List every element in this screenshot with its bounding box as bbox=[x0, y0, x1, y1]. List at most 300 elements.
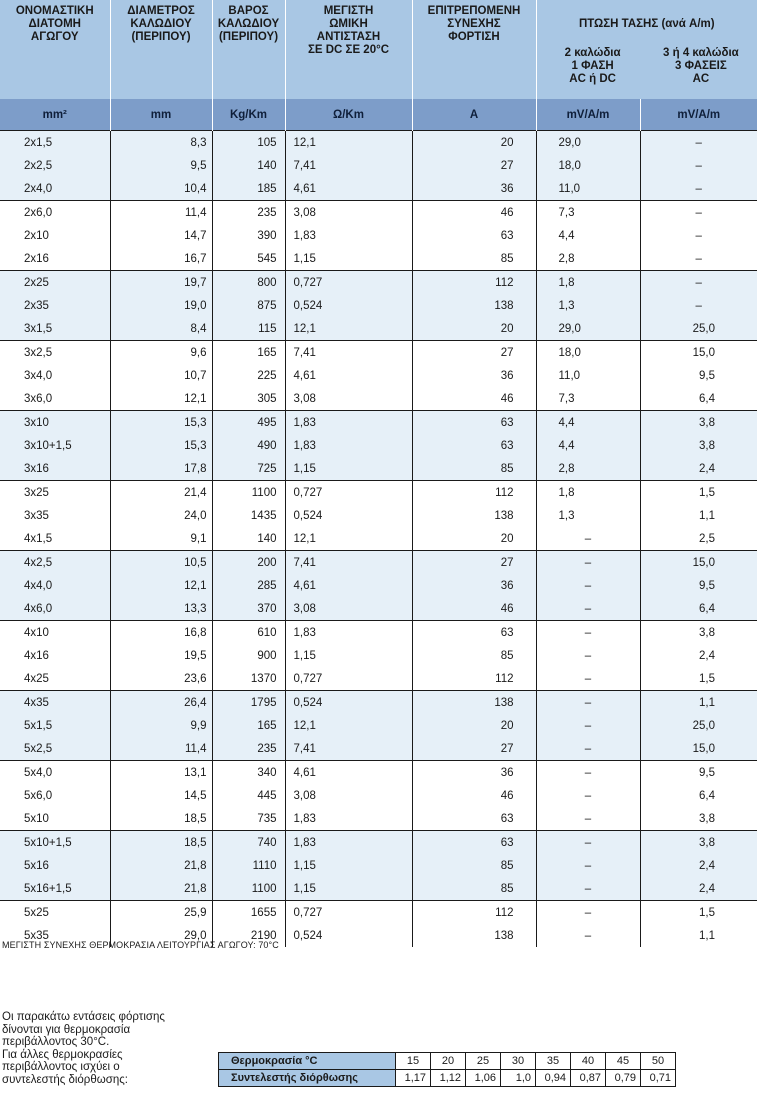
weight-cell: 1370 bbox=[212, 667, 285, 691]
current-cell: 63 bbox=[412, 434, 536, 457]
diameter-cell: 12,1 bbox=[110, 574, 212, 597]
temperature-row bbox=[219, 1053, 676, 1070]
drop-single-phase-cell: 7,3 bbox=[536, 387, 640, 411]
resistance-cell: 12,1 bbox=[285, 131, 412, 155]
cross-section-cell: 2x25 bbox=[0, 271, 110, 295]
diameter-cell: 19,7 bbox=[110, 271, 212, 295]
current-cell: 27 bbox=[412, 551, 536, 575]
diameter-cell: 14,5 bbox=[110, 784, 212, 807]
diameter-cell: 9,1 bbox=[110, 527, 212, 551]
resistance-cell: 0,524 bbox=[285, 294, 412, 317]
cross-section-cell: 3x2,5 bbox=[0, 341, 110, 365]
diameter-cell: 10,5 bbox=[110, 551, 212, 575]
weight-cell: 185 bbox=[212, 177, 285, 201]
resistance-cell: 3,08 bbox=[285, 597, 412, 621]
table-row bbox=[0, 644, 757, 667]
cross-section-cell: 4x1,5 bbox=[0, 527, 110, 551]
drop-three-phase-cell: 9,5 bbox=[640, 761, 757, 785]
diameter-cell: 13,1 bbox=[110, 761, 212, 785]
resistance-cell: 7,41 bbox=[285, 154, 412, 177]
drop-three-phase-cell: 3,8 bbox=[640, 434, 757, 457]
current-cell: 20 bbox=[412, 714, 536, 737]
diameter-cell: 14,7 bbox=[110, 224, 212, 247]
temperature-cell: 40 bbox=[571, 1053, 606, 1070]
weight-cell: 370 bbox=[212, 597, 285, 621]
weight-cell: 800 bbox=[212, 271, 285, 295]
current-cell: 138 bbox=[412, 294, 536, 317]
factor-cell: 0,87 bbox=[571, 1070, 606, 1087]
factor-cell: 0,79 bbox=[606, 1070, 641, 1087]
diameter-cell: 10,7 bbox=[110, 364, 212, 387]
correction-intro-text bbox=[2, 1011, 202, 1086]
current-cell: 63 bbox=[412, 807, 536, 831]
table-row bbox=[0, 224, 757, 247]
intro-line: Οι παρακάτω εντάσεις φόρτισης bbox=[2, 1011, 165, 1023]
table-row bbox=[0, 877, 757, 901]
current-cell: 46 bbox=[412, 784, 536, 807]
table-row bbox=[0, 831, 757, 855]
cross-section-cell: 5x4,0 bbox=[0, 761, 110, 785]
temperature-cell: 30 bbox=[501, 1053, 536, 1070]
current-cell: 46 bbox=[412, 597, 536, 621]
weight-cell: 340 bbox=[212, 761, 285, 785]
correction-factor-table bbox=[218, 1052, 676, 1087]
diameter-cell: 25,9 bbox=[110, 901, 212, 925]
header-weight: ΒΑΡΟΣ ΚΑΛΩΔΙΟΥ (ΠΕΡΙΠΟΥ) bbox=[212, 0, 285, 99]
resistance-cell: 1,83 bbox=[285, 224, 412, 247]
current-cell: 63 bbox=[412, 411, 536, 435]
weight-cell: 495 bbox=[212, 411, 285, 435]
drop-three-phase-cell: – bbox=[640, 201, 757, 225]
resistance-cell: 0,727 bbox=[285, 271, 412, 295]
diameter-cell: 10,4 bbox=[110, 177, 212, 201]
diameter-cell: 9,5 bbox=[110, 154, 212, 177]
resistance-cell: 0,524 bbox=[285, 691, 412, 715]
drop-three-phase-cell: 6,4 bbox=[640, 597, 757, 621]
diameter-cell: 24,0 bbox=[110, 504, 212, 527]
drop-single-phase-cell: 1,8 bbox=[536, 481, 640, 505]
intro-line: περιβάλλοντος 30°C. bbox=[2, 1036, 110, 1048]
drop-single-phase-cell: – bbox=[536, 714, 640, 737]
drop-three-phase-cell: 1,5 bbox=[640, 481, 757, 505]
resistance-cell: 3,08 bbox=[285, 784, 412, 807]
temperature-cell: 25 bbox=[466, 1053, 501, 1070]
cross-section-cell: 4x4,0 bbox=[0, 574, 110, 597]
current-cell: 138 bbox=[412, 924, 536, 947]
table-row bbox=[0, 714, 757, 737]
table-row bbox=[0, 691, 757, 715]
unit-cell: mm bbox=[110, 99, 212, 131]
units-row bbox=[0, 99, 757, 131]
cross-section-cell: 5x35 bbox=[0, 924, 110, 947]
table-row bbox=[0, 387, 757, 411]
current-cell: 27 bbox=[412, 154, 536, 177]
weight-cell: 445 bbox=[212, 784, 285, 807]
cross-section-cell: 3x10+1,5 bbox=[0, 434, 110, 457]
current-cell: 36 bbox=[412, 761, 536, 785]
cross-section-cell: 3x16 bbox=[0, 457, 110, 481]
drop-single-phase-cell: – bbox=[536, 527, 640, 551]
drop-three-phase-cell: 3,8 bbox=[640, 411, 757, 435]
header-cross-section: ΟΝΟΜΑΣΤΙΚΗ ΔΙΑΤΟΜΗ ΑΓΩΓΟΥ bbox=[0, 0, 110, 99]
diameter-cell: 13,3 bbox=[110, 597, 212, 621]
cross-section-cell: 4x2,5 bbox=[0, 551, 110, 575]
unit-cell: A bbox=[412, 99, 536, 131]
diameter-cell: 18,5 bbox=[110, 807, 212, 831]
resistance-cell: 7,41 bbox=[285, 737, 412, 761]
weight-cell: 235 bbox=[212, 201, 285, 225]
factor-row bbox=[219, 1070, 676, 1087]
drop-single-phase-cell: 11,0 bbox=[536, 177, 640, 201]
drop-single-phase-cell: 2,8 bbox=[536, 247, 640, 271]
weight-cell: 225 bbox=[212, 364, 285, 387]
drop-single-phase-cell: 1,3 bbox=[536, 294, 640, 317]
drop-three-phase-cell: 6,4 bbox=[640, 387, 757, 411]
weight-cell: 610 bbox=[212, 621, 285, 645]
resistance-cell: 1,15 bbox=[285, 854, 412, 877]
current-cell: 20 bbox=[412, 131, 536, 155]
cross-section-cell: 2x2,5 bbox=[0, 154, 110, 177]
diameter-cell: 9,6 bbox=[110, 341, 212, 365]
diameter-cell: 9,9 bbox=[110, 714, 212, 737]
cross-section-cell: 2x16 bbox=[0, 247, 110, 271]
resistance-cell: 12,1 bbox=[285, 714, 412, 737]
current-cell: 20 bbox=[412, 317, 536, 341]
weight-cell: 1100 bbox=[212, 481, 285, 505]
drop-single-phase-cell: – bbox=[536, 784, 640, 807]
drop-three-phase-cell: – bbox=[640, 294, 757, 317]
voltage-drop-three-phase: 3 ή 4 καλώδια 3 ΦΑΣΕΙΣ AC bbox=[663, 47, 739, 85]
drop-three-phase-cell: 25,0 bbox=[640, 714, 757, 737]
table-row bbox=[0, 807, 757, 831]
cross-section-cell: 5x10 bbox=[0, 807, 110, 831]
cross-section-cell: 3x6,0 bbox=[0, 387, 110, 411]
table-header-row bbox=[0, 0, 757, 99]
drop-three-phase-cell: 1,1 bbox=[640, 924, 757, 947]
drop-three-phase-cell: 15,0 bbox=[640, 551, 757, 575]
diameter-cell: 8,3 bbox=[110, 131, 212, 155]
table-row bbox=[0, 364, 757, 387]
resistance-cell: 4,61 bbox=[285, 574, 412, 597]
weight-cell: 140 bbox=[212, 527, 285, 551]
current-cell: 36 bbox=[412, 177, 536, 201]
diameter-cell: 23,6 bbox=[110, 667, 212, 691]
resistance-cell: 4,61 bbox=[285, 364, 412, 387]
drop-single-phase-cell: – bbox=[536, 551, 640, 575]
cross-section-cell: 5x1,5 bbox=[0, 714, 110, 737]
weight-cell: 165 bbox=[212, 341, 285, 365]
diameter-cell: 21,4 bbox=[110, 481, 212, 505]
weight-cell: 235 bbox=[212, 737, 285, 761]
header-resistance: ΜΕΓΙΣΤΗ ΩΜΙΚΗ ΑΝΤΙΣΤΑΣΗ ΣΕ DC ΣΕ 20°C bbox=[285, 0, 412, 99]
weight-cell: 900 bbox=[212, 644, 285, 667]
resistance-cell: 0,727 bbox=[285, 901, 412, 925]
table-row bbox=[0, 481, 757, 505]
factor-cell: 0,71 bbox=[641, 1070, 676, 1087]
weight-cell: 1795 bbox=[212, 691, 285, 715]
current-cell: 85 bbox=[412, 877, 536, 901]
drop-single-phase-cell: – bbox=[536, 761, 640, 785]
intro-line: περιβάλλοντος ισχύει ο bbox=[2, 1061, 120, 1073]
drop-single-phase-cell: 18,0 bbox=[536, 341, 640, 365]
resistance-cell: 3,08 bbox=[285, 201, 412, 225]
table-row bbox=[0, 177, 757, 201]
diameter-cell: 17,8 bbox=[110, 457, 212, 481]
drop-single-phase-cell: – bbox=[536, 924, 640, 947]
diameter-cell: 21,8 bbox=[110, 877, 212, 901]
temperature-cell: 35 bbox=[536, 1053, 571, 1070]
drop-single-phase-cell: – bbox=[536, 574, 640, 597]
drop-single-phase-cell: 7,3 bbox=[536, 201, 640, 225]
drop-single-phase-cell: – bbox=[536, 644, 640, 667]
table-row bbox=[0, 901, 757, 925]
cross-section-cell: 3x10 bbox=[0, 411, 110, 435]
diameter-cell: 15,3 bbox=[110, 411, 212, 435]
table-row bbox=[0, 854, 757, 877]
cross-section-cell: 4x35 bbox=[0, 691, 110, 715]
weight-cell: 1435 bbox=[212, 504, 285, 527]
drop-single-phase-cell: 4,4 bbox=[536, 411, 640, 435]
table-row bbox=[0, 434, 757, 457]
cross-section-cell: 5x6,0 bbox=[0, 784, 110, 807]
diameter-cell: 18,5 bbox=[110, 831, 212, 855]
cross-section-cell: 4x16 bbox=[0, 644, 110, 667]
current-cell: 112 bbox=[412, 667, 536, 691]
table-row bbox=[0, 761, 757, 785]
drop-three-phase-cell: – bbox=[640, 224, 757, 247]
max-temperature-footnote: ΜΕΓΙΣΤΗ ΣΥΝΕΧΗΣ ΘΕΡΜΟΚΡΑΣΙΑ ΛΕΙΤΟΥΡΓΙΑΣ ΑΓΩΓΟΥ: 70°C bbox=[2, 940, 279, 950]
drop-single-phase-cell: – bbox=[536, 691, 640, 715]
resistance-cell: 1,15 bbox=[285, 644, 412, 667]
drop-three-phase-cell: – bbox=[640, 271, 757, 295]
cross-section-cell: 5x25 bbox=[0, 901, 110, 925]
table-row bbox=[0, 527, 757, 551]
drop-single-phase-cell: 18,0 bbox=[536, 154, 640, 177]
weight-cell: 545 bbox=[212, 247, 285, 271]
drop-three-phase-cell: 2,4 bbox=[640, 877, 757, 901]
cross-section-cell: 2x6,0 bbox=[0, 201, 110, 225]
factor-label: Συντελεστής διόρθωσης bbox=[219, 1070, 396, 1087]
table-row bbox=[0, 667, 757, 691]
current-cell: 27 bbox=[412, 737, 536, 761]
current-cell: 20 bbox=[412, 527, 536, 551]
current-cell: 85 bbox=[412, 457, 536, 481]
table-row bbox=[0, 271, 757, 295]
current-cell: 63 bbox=[412, 831, 536, 855]
factor-cell: 1,0 bbox=[501, 1070, 536, 1087]
resistance-cell: 1,83 bbox=[285, 434, 412, 457]
table-row bbox=[0, 621, 757, 645]
drop-three-phase-cell: – bbox=[640, 177, 757, 201]
temperature-cell: 50 bbox=[641, 1053, 676, 1070]
table-row bbox=[0, 457, 757, 481]
unit-cell: Kg/Km bbox=[212, 99, 285, 131]
temperature-label: Θερμοκρασία °C bbox=[219, 1053, 396, 1070]
diameter-cell: 12,1 bbox=[110, 387, 212, 411]
drop-single-phase-cell: – bbox=[536, 831, 640, 855]
drop-single-phase-cell: – bbox=[536, 901, 640, 925]
current-cell: 46 bbox=[412, 387, 536, 411]
diameter-cell: 19,0 bbox=[110, 294, 212, 317]
diameter-cell: 11,4 bbox=[110, 201, 212, 225]
cross-section-cell: 3x25 bbox=[0, 481, 110, 505]
unit-cell: mV/A/m bbox=[640, 99, 757, 131]
weight-cell: 875 bbox=[212, 294, 285, 317]
current-cell: 112 bbox=[412, 901, 536, 925]
intro-line: συντελεστής διόρθωσης: bbox=[2, 1073, 128, 1086]
current-cell: 63 bbox=[412, 224, 536, 247]
table-row bbox=[0, 597, 757, 621]
temperature-cell: 45 bbox=[606, 1053, 641, 1070]
resistance-cell: 1,83 bbox=[285, 411, 412, 435]
resistance-cell: 1,15 bbox=[285, 877, 412, 901]
table-row bbox=[0, 737, 757, 761]
table-row bbox=[0, 784, 757, 807]
current-cell: 36 bbox=[412, 574, 536, 597]
drop-single-phase-cell: 4,4 bbox=[536, 224, 640, 247]
weight-cell: 490 bbox=[212, 434, 285, 457]
table-row bbox=[0, 341, 757, 365]
header-voltage-drop bbox=[536, 0, 757, 99]
drop-single-phase-cell: 29,0 bbox=[536, 317, 640, 341]
drop-single-phase-cell: – bbox=[536, 597, 640, 621]
unit-cell: mm² bbox=[0, 99, 110, 131]
resistance-cell: 1,83 bbox=[285, 831, 412, 855]
drop-single-phase-cell: 1,3 bbox=[536, 504, 640, 527]
weight-cell: 305 bbox=[212, 387, 285, 411]
weight-cell: 735 bbox=[212, 807, 285, 831]
drop-three-phase-cell: 1,5 bbox=[640, 667, 757, 691]
current-cell: 138 bbox=[412, 691, 536, 715]
factor-cell: 0,94 bbox=[536, 1070, 571, 1087]
weight-cell: 285 bbox=[212, 574, 285, 597]
table-row bbox=[0, 201, 757, 225]
table-row bbox=[0, 574, 757, 597]
cross-section-cell: 4x25 bbox=[0, 667, 110, 691]
drop-single-phase-cell: – bbox=[536, 667, 640, 691]
drop-three-phase-cell: – bbox=[640, 154, 757, 177]
weight-cell: 2190 bbox=[212, 924, 285, 947]
cross-section-cell: 5x2,5 bbox=[0, 737, 110, 761]
drop-single-phase-cell: – bbox=[536, 621, 640, 645]
resistance-cell: 0,524 bbox=[285, 504, 412, 527]
resistance-cell: 0,727 bbox=[285, 481, 412, 505]
drop-three-phase-cell: 9,5 bbox=[640, 364, 757, 387]
drop-single-phase-cell: 29,0 bbox=[536, 131, 640, 155]
cross-section-cell: 4x10 bbox=[0, 621, 110, 645]
temperature-cell: 15 bbox=[396, 1053, 431, 1070]
cross-section-cell: 4x6,0 bbox=[0, 597, 110, 621]
table-row bbox=[0, 247, 757, 271]
drop-three-phase-cell: 1,1 bbox=[640, 691, 757, 715]
current-cell: 138 bbox=[412, 504, 536, 527]
resistance-cell: 1,15 bbox=[285, 457, 412, 481]
factor-cell: 1,06 bbox=[466, 1070, 501, 1087]
diameter-cell: 29,0 bbox=[110, 924, 212, 947]
factor-cell: 1,12 bbox=[431, 1070, 466, 1087]
weight-cell: 140 bbox=[212, 154, 285, 177]
weight-cell: 1100 bbox=[212, 877, 285, 901]
resistance-cell: 1,83 bbox=[285, 621, 412, 645]
table-row bbox=[0, 504, 757, 527]
current-cell: 112 bbox=[412, 271, 536, 295]
table-row bbox=[0, 317, 757, 341]
weight-cell: 105 bbox=[212, 131, 285, 155]
drop-three-phase-cell: 9,5 bbox=[640, 574, 757, 597]
cross-section-cell: 3x35 bbox=[0, 504, 110, 527]
drop-three-phase-cell: 1,1 bbox=[640, 504, 757, 527]
current-cell: 85 bbox=[412, 644, 536, 667]
diameter-cell: 15,3 bbox=[110, 434, 212, 457]
current-cell: 112 bbox=[412, 481, 536, 505]
cross-section-cell: 5x10+1,5 bbox=[0, 831, 110, 855]
intro-line: Για άλλες θερμοκρασίες bbox=[2, 1048, 123, 1061]
drop-single-phase-cell: – bbox=[536, 737, 640, 761]
intro-line: δίνονται για θερμοκρασία bbox=[2, 1023, 131, 1036]
voltage-drop-title: ΠΤΩΣΗ ΤΑΣΗΣ (ανά A/m) bbox=[578, 18, 715, 30]
current-cell: 85 bbox=[412, 854, 536, 877]
drop-single-phase-cell: 2,8 bbox=[536, 457, 640, 481]
weight-cell: 725 bbox=[212, 457, 285, 481]
drop-single-phase-cell: 4,4 bbox=[536, 434, 640, 457]
table-row bbox=[0, 551, 757, 575]
factor-cell: 1,17 bbox=[396, 1070, 431, 1087]
drop-single-phase-cell: – bbox=[536, 854, 640, 877]
resistance-cell: 3,08 bbox=[285, 387, 412, 411]
weight-cell: 200 bbox=[212, 551, 285, 575]
drop-three-phase-cell: 2,5 bbox=[640, 527, 757, 551]
current-cell: 27 bbox=[412, 341, 536, 365]
table-row bbox=[0, 411, 757, 435]
diameter-cell: 16,7 bbox=[110, 247, 212, 271]
header-diameter: ΔΙΑΜΕΤΡΟΣ ΚΑΛΩΔΙΟΥ (ΠΕΡΙΠΟΥ) bbox=[110, 0, 212, 99]
cross-section-cell: 2x10 bbox=[0, 224, 110, 247]
weight-cell: 1110 bbox=[212, 854, 285, 877]
drop-three-phase-cell: 2,4 bbox=[640, 854, 757, 877]
resistance-cell: 7,41 bbox=[285, 341, 412, 365]
drop-three-phase-cell: 6,4 bbox=[640, 784, 757, 807]
drop-three-phase-cell: – bbox=[640, 131, 757, 155]
resistance-cell: 4,61 bbox=[285, 761, 412, 785]
current-cell: 36 bbox=[412, 364, 536, 387]
drop-three-phase-cell: 2,4 bbox=[640, 644, 757, 667]
resistance-cell: 0,524 bbox=[285, 924, 412, 947]
cross-section-cell: 2x1,5 bbox=[0, 131, 110, 155]
current-cell: 85 bbox=[412, 247, 536, 271]
current-cell: 63 bbox=[412, 621, 536, 645]
resistance-cell: 0,727 bbox=[285, 667, 412, 691]
drop-single-phase-cell: 11,0 bbox=[536, 364, 640, 387]
drop-three-phase-cell: 15,0 bbox=[640, 341, 757, 365]
weight-cell: 1655 bbox=[212, 901, 285, 925]
cross-section-cell: 2x35 bbox=[0, 294, 110, 317]
weight-cell: 115 bbox=[212, 317, 285, 341]
weight-cell: 740 bbox=[212, 831, 285, 855]
temperature-cell: 20 bbox=[431, 1053, 466, 1070]
drop-three-phase-cell: – bbox=[640, 247, 757, 271]
header-current-rating: ΕΠΙΤΡΕΠΟΜΕΝΗ ΣΥΝΕΧΗΣ ΦΟΡΤΙΣΗ bbox=[412, 0, 536, 99]
resistance-cell: 12,1 bbox=[285, 527, 412, 551]
unit-cell: mV/A/m bbox=[536, 99, 640, 131]
table-row bbox=[0, 154, 757, 177]
diameter-cell: 16,8 bbox=[110, 621, 212, 645]
cross-section-cell: 5x16 bbox=[0, 854, 110, 877]
diameter-cell: 19,5 bbox=[110, 644, 212, 667]
table-body bbox=[0, 131, 757, 948]
drop-three-phase-cell: 2,4 bbox=[640, 457, 757, 481]
weight-cell: 165 bbox=[212, 714, 285, 737]
cross-section-cell: 2x4,0 bbox=[0, 177, 110, 201]
